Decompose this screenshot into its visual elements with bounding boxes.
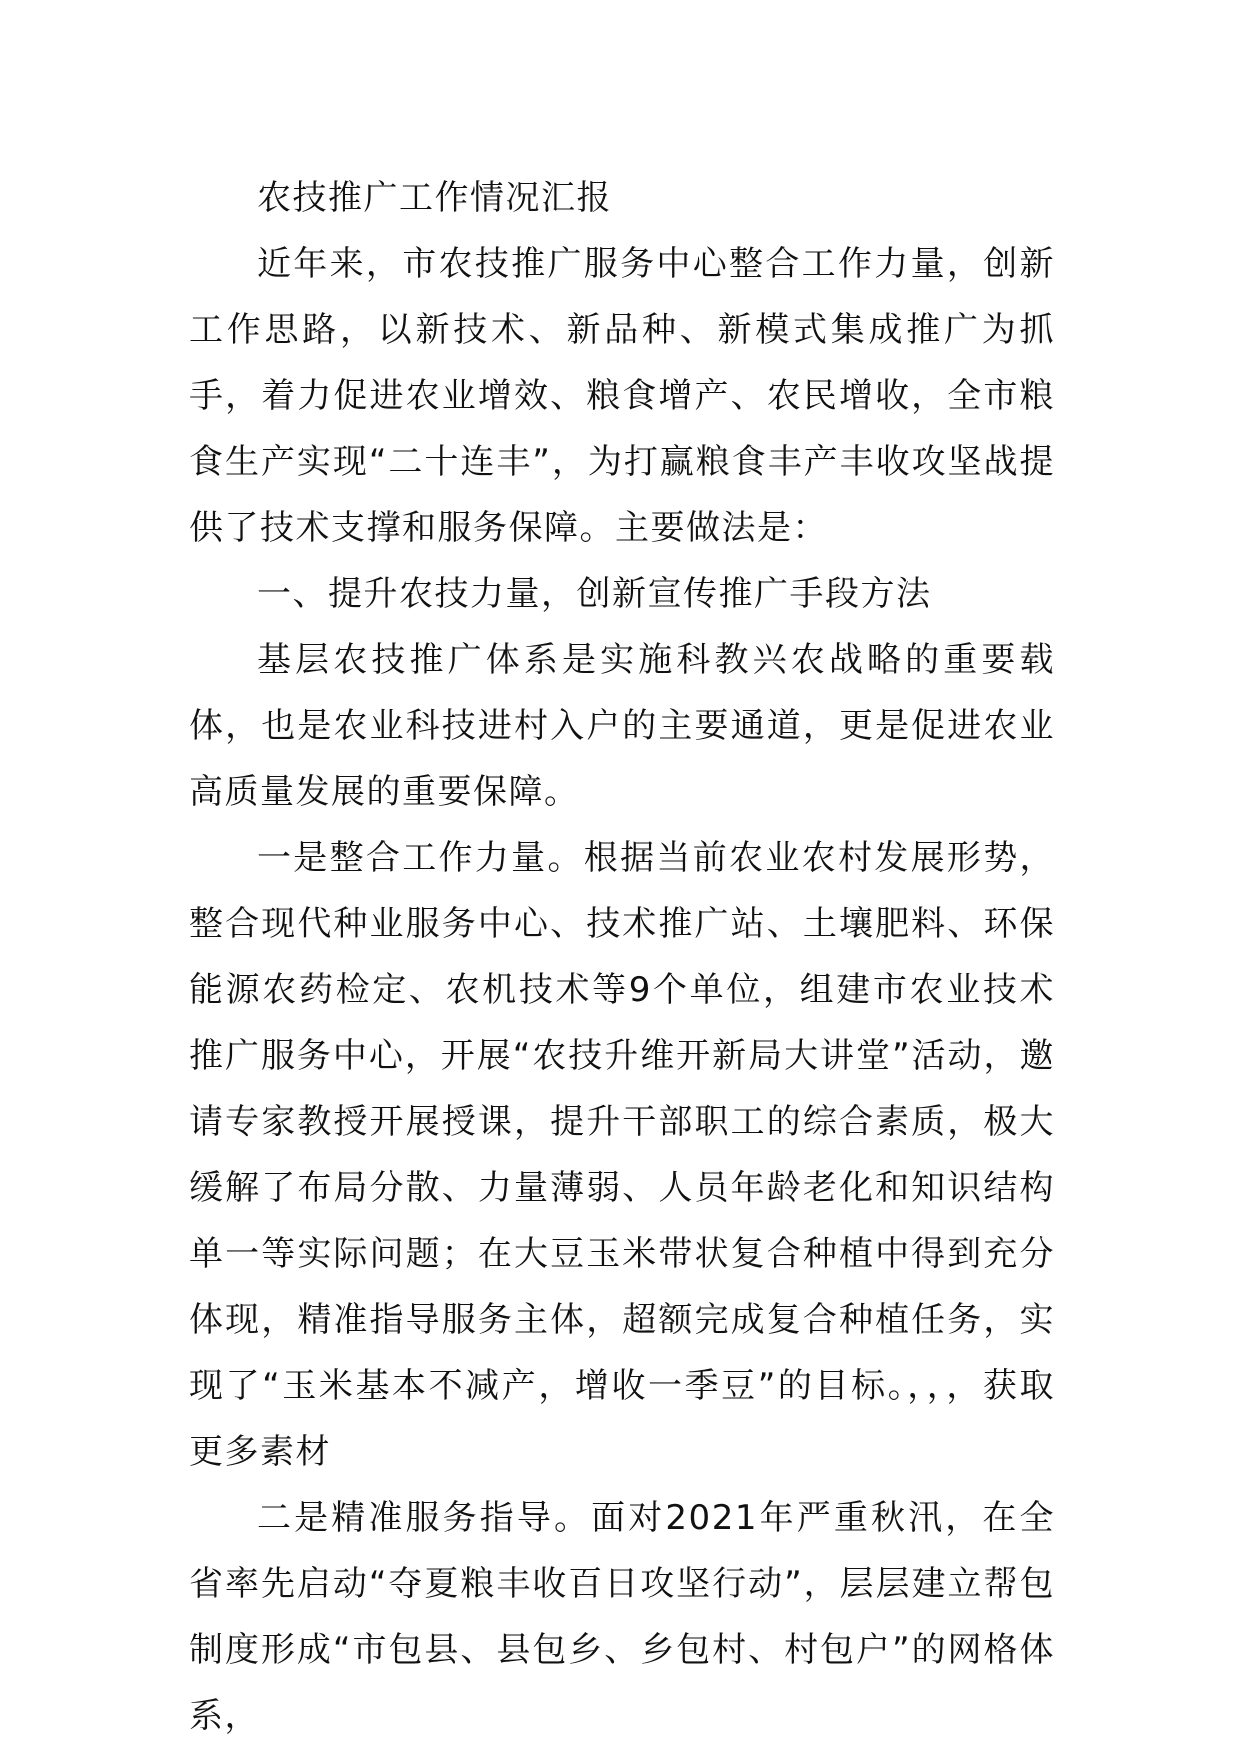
document-body — [189, 165, 1055, 1749]
paragraph-intro: 近年来，市农技推广服务中心整合工作力量，创新工作思路，以新技术、新品种、新模式集成推广为抓手，着力促进农业增效、粮食增产、农民增收，全市粮食生产实现“二十连丰”，为打赢粮食丰产丰收攻坚战提供了技术支撑和服务保障。主要做法是： — [189, 244, 1055, 548]
paragraph-precise-service: 二是精准服务指导。面对2021年严重秋汛，在全省率先启动“夺夏粮丰收百日攻坚行动”，层层建立帮包制度形成“市包县、县包乡、乡包村、村包户”的网格体系， — [189, 1498, 1055, 1736]
section-heading-1: 一、提升农技力量，创新宣传推广手段方法 — [257, 574, 932, 614]
document-title: 农技推广工作情况汇报 — [257, 178, 612, 218]
paragraph-system: 基层农技推广体系是实施科教兴农战略的重要载体，也是农业科技进村入户的主要通道，更是促进农业高质量发展的重要保障。 — [189, 640, 1055, 812]
paragraph-integrate-forces: 一是整合工作力量。根据当前农业农村发展形势，整合现代种业服务中心、技术推广站、土壤肥料、环保能源农药检定、农机技术等9个单位，组建市农业技术推广服务中心，开展“农技升维开新局大讲堂”活动，邀请专家教授开展授课，提升干部职工的综合素质，极大缓解了布局分散、力量薄弱、人员年龄老化和知识结构单一等实际问题；在大豆玉米带状复合种植中得到充分体现，精准指导服务主体，超额完成复合种植任务，实现了“玉米基本不减产，增收一季豆”的目标。，，，获取更多素材 — [189, 838, 1055, 1472]
